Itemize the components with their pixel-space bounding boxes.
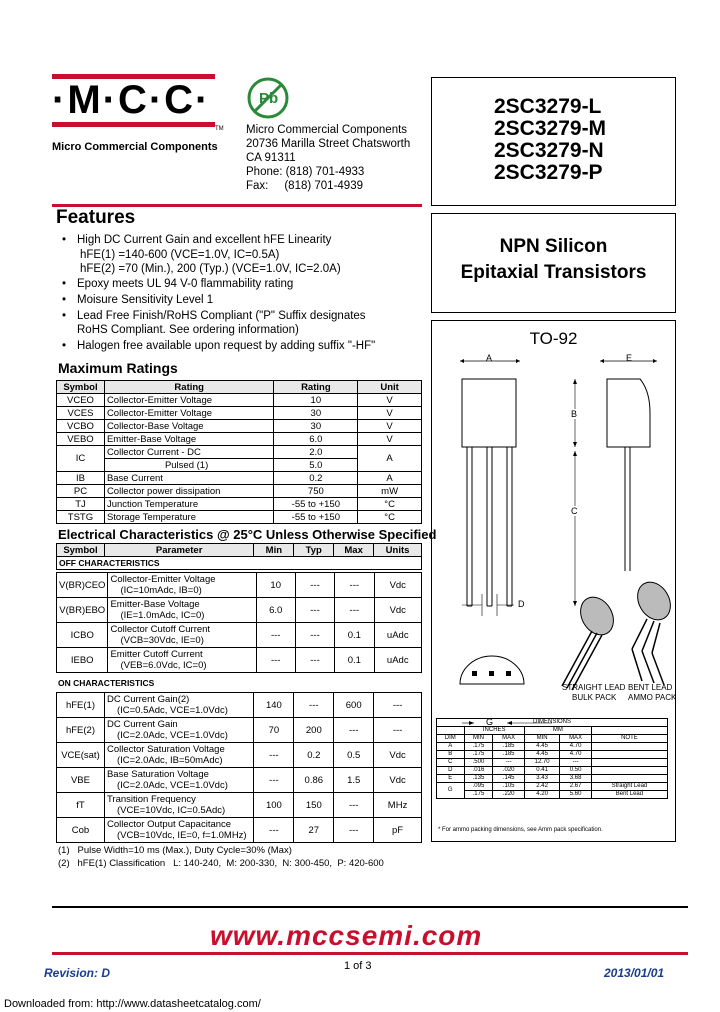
part-number-1: 2SC3279-L [494, 95, 602, 118]
elec-on-table [56, 692, 422, 843]
elec-heading: Electrical Characteristics @ 25°C Unless Otherwise Specified [58, 527, 437, 542]
cell: .220 [493, 791, 525, 799]
dim-label-g: G [486, 717, 494, 727]
cell: G [437, 783, 465, 799]
footer-url: www.mccsemi.com [210, 920, 483, 951]
cell: --- [294, 693, 334, 718]
footer-date: 2013/01/01 [604, 966, 665, 980]
table-row [437, 743, 668, 751]
param-name: Emitter Cutoff Current [110, 649, 203, 660]
table-row [57, 573, 422, 598]
feature-item-7: RoHS Compliant. See ordering information) [77, 324, 299, 336]
cell: 0.2 [294, 743, 334, 768]
cell: .020 [493, 767, 525, 775]
cell: Vdc [374, 598, 421, 623]
cell: --- [560, 759, 592, 767]
cell [104, 818, 254, 843]
device-title-line2: Epitaxial Transistors [460, 262, 647, 283]
cell: E [437, 775, 465, 783]
cell: VEBO [57, 433, 105, 446]
cell: Collector power dissipation [104, 485, 274, 498]
cell [104, 743, 254, 768]
feature-item-1: High DC Current Gain and excellent hFE Linearity [77, 234, 332, 246]
dim-footnote: * For ammo packing dimensions, see Amm pack specification. [438, 827, 603, 833]
cell: 750 [274, 485, 358, 498]
cell: TSTG [57, 511, 105, 524]
off-characteristics-label: OFF CHARACTERISTICS [57, 557, 422, 570]
cell: TJ [57, 498, 105, 511]
cell [437, 727, 465, 735]
table-row [57, 446, 422, 459]
pb-free-icon [246, 76, 290, 120]
cell: uAdc [374, 648, 421, 673]
cell: 12.70 [524, 759, 559, 767]
dimensions-table [436, 718, 668, 799]
cell: A [437, 743, 465, 751]
cell: mW [358, 485, 422, 498]
feature-item-4: Epoxy meets UL 94 V-0 flammability rating [77, 278, 294, 290]
cell: Collector-Emitter Voltage [104, 394, 274, 407]
table-row [57, 498, 422, 511]
param-name: Collector Saturation Voltage [106, 744, 225, 755]
cell: .175 [464, 791, 493, 799]
param-name: Collector-Emitter Voltage [110, 574, 216, 585]
on-characteristics-label: ON CHARACTERISTICS [58, 678, 155, 688]
cell: 200 [294, 718, 334, 743]
param-cond: (IC=0.5Adc, VCE=1.0Vdc) [116, 705, 228, 716]
cell: V [358, 433, 422, 446]
cell: Collector-Emitter Voltage [104, 407, 274, 420]
cell: 1.5 [334, 768, 374, 793]
cell: 2.0 [274, 446, 358, 459]
cell: Collector Current - DC [104, 446, 274, 459]
param-name: DC Current Gain [106, 719, 178, 730]
logo-text: ·M·C·C· [52, 78, 211, 122]
bulk-pack-label: BULK PACK [572, 693, 617, 702]
param-name: Collector Cutoff Current [110, 624, 211, 635]
cell: VCBO [57, 420, 105, 433]
cell: MAX [493, 735, 525, 743]
param-name: Transition Frequency [106, 794, 196, 805]
table-row [437, 751, 668, 759]
cell: uAdc [374, 623, 421, 648]
part-number-2: 2SC3279-M [494, 117, 607, 140]
cell: --- [254, 743, 294, 768]
cell: 2.42 [524, 783, 559, 791]
cell: fT [57, 793, 105, 818]
dim-group-inches: INCHES [464, 727, 524, 735]
cell: Base Current [104, 472, 274, 485]
elec-table [56, 543, 422, 570]
footer-page: 1 of 3 [344, 960, 372, 972]
param-cond: (VCE=10Vdc, IC=0.5Adc) [116, 805, 226, 816]
cell: Cob [57, 818, 105, 843]
feature-item-8: Halogen free available upon request by adding suffix "-HF" [77, 340, 376, 352]
cell: --- [295, 623, 334, 648]
param-name: Emitter-Base Voltage [110, 599, 200, 610]
cell [591, 751, 667, 759]
cell: .105 [493, 783, 525, 791]
device-title-line1: NPN Silicon [499, 236, 608, 257]
cell: 10 [274, 394, 358, 407]
dim-label-e: E [626, 353, 633, 363]
dim-label-b: B [571, 409, 578, 419]
cell [104, 793, 254, 818]
cell: DIM [437, 735, 465, 743]
table-row [57, 472, 422, 485]
feature-bullet-6: • [62, 310, 67, 322]
dim-title-row [437, 719, 668, 727]
cell: Vdc [374, 768, 422, 793]
table-row [57, 743, 422, 768]
cell: 10 [256, 573, 295, 598]
cell [108, 598, 256, 623]
cell: 3.68 [560, 775, 592, 783]
cell: MHz [374, 793, 422, 818]
cell: Vdc [374, 573, 421, 598]
cell: C [437, 759, 465, 767]
max-ratings-header-row [57, 381, 422, 394]
cell: A [358, 472, 422, 485]
cell [591, 775, 667, 783]
table-row [437, 759, 668, 767]
cell: .500 [464, 759, 493, 767]
cell: .095 [464, 783, 493, 791]
dim-label-d: D [518, 599, 525, 609]
cell: 5.0 [274, 459, 358, 472]
cell: 0.5 [334, 743, 374, 768]
cell: VBE [57, 768, 105, 793]
cell: Storage Temperature [104, 511, 274, 524]
cell: 0.1 [335, 648, 374, 673]
cell: 4.70 [560, 743, 592, 751]
cell: MIN [524, 735, 559, 743]
cell: --- [254, 768, 294, 793]
cell: --- [374, 718, 422, 743]
address-fax: Fax: (818) 701-4939 [246, 180, 363, 192]
table-row [57, 648, 422, 673]
cell: pF [374, 818, 422, 843]
dim-label-c: C [571, 506, 578, 516]
param-name: Collector Output Capacitance [106, 819, 232, 830]
features-heading: Features [56, 207, 136, 228]
cell: .185 [493, 743, 525, 751]
cell: 150 [294, 793, 334, 818]
cell: Straight Lead [591, 783, 667, 791]
cell: --- [256, 648, 295, 673]
cell: 30 [274, 420, 358, 433]
cell: Pulsed (1) [104, 459, 274, 472]
logo-subtitle: Micro Commercial Components [52, 141, 218, 153]
ammo-pack-label: AMMO PACK [628, 693, 677, 702]
param-cond: (VCB=30Vdc, IE=0) [120, 635, 204, 646]
col-unit: Unit [358, 381, 422, 394]
cell: --- [374, 693, 422, 718]
cell: V(BR)CEO [57, 573, 108, 598]
param-cond: (IC=2.0Adc, VCE=1.0Vdc) [116, 730, 228, 741]
cell: 0.86 [294, 768, 334, 793]
part-number-4: 2SC3279-P [494, 161, 603, 184]
cell: 100 [254, 793, 294, 818]
cell: .135 [464, 775, 493, 783]
cell: --- [335, 573, 374, 598]
dim-label-a: A [486, 353, 493, 363]
cell [108, 623, 256, 648]
cell: Bent Lead [591, 791, 667, 799]
feature-item-2: hFE(1) =140-600 (VCE=1.0V, IC=0.5A) [80, 249, 280, 261]
cell: 0.50 [560, 767, 592, 775]
cell: 4.45 [524, 743, 559, 751]
feature-item-3: hFE(2) =70 (Min.), 200 (Typ.) (VCE=1.0V, IC=2.0A) [80, 263, 341, 275]
cell: 2.67 [560, 783, 592, 791]
cell: --- [295, 573, 334, 598]
dim-group-mm: MM [524, 727, 591, 735]
straight-lead-label: STRAIGHT LEAD [562, 683, 626, 692]
cell [108, 648, 256, 673]
cell [591, 727, 667, 735]
cell: Vdc [374, 743, 422, 768]
col-units: Units [374, 544, 422, 557]
elec-off-table [56, 572, 422, 673]
table-row [57, 420, 422, 433]
cell: --- [256, 623, 295, 648]
logo-tm: TM [215, 126, 224, 132]
cell: .175 [464, 743, 493, 751]
cell: .185 [493, 751, 525, 759]
cell [591, 767, 667, 775]
part-number-3: 2SC3279-N [494, 139, 604, 162]
cell: --- [335, 598, 374, 623]
footer-rule-top [52, 906, 688, 908]
address-company: Micro Commercial Components [246, 124, 408, 136]
cell: V(BR)EBO [57, 598, 108, 623]
cell: D [437, 767, 465, 775]
cell: 5.60 [560, 791, 592, 799]
cell: --- [295, 598, 334, 623]
dim-group-row [437, 727, 668, 735]
table-row [57, 511, 422, 524]
cell: --- [334, 793, 374, 818]
cell: °C [358, 498, 422, 511]
table-row [437, 791, 668, 799]
table-row [57, 433, 422, 446]
note-2: (2) hFE(1) Classification L: 140-240, M: 200-330, N: 300-450, P: 420-600 [58, 858, 384, 869]
part-number-box [431, 77, 676, 206]
table-row [57, 818, 422, 843]
cell: MAX [560, 735, 592, 743]
table-row [57, 407, 422, 420]
cell: VCEO [57, 394, 105, 407]
cell: NOTE [591, 735, 667, 743]
param-cond: (IC=2.0Adc, VCE=1.0Vdc) [116, 780, 228, 791]
table-row [57, 598, 422, 623]
address-street: 20736 Marilla Street Chatsworth [246, 138, 411, 150]
cell: VCES [57, 407, 105, 420]
cell: hFE(1) [57, 693, 105, 718]
cell: 30 [274, 407, 358, 420]
cell: 4.20 [524, 791, 559, 799]
cell: .016 [464, 767, 493, 775]
cell: --- [295, 648, 334, 673]
bent-lead-label: BENT LEAD [628, 683, 673, 692]
cell: Junction Temperature [104, 498, 274, 511]
param-cond: (IC=2.0Adc, IB=50mAdc) [116, 755, 223, 766]
col-symbol: Symbol [57, 381, 105, 394]
table-row [57, 793, 422, 818]
logo-bottom-bar [52, 122, 215, 127]
feature-bullet-4: • [62, 278, 67, 290]
cell: .175 [464, 751, 493, 759]
footer-downloaded[interactable]: Downloaded from: http://www.datasheetcatalog.com/ [4, 998, 261, 1010]
cell: B [437, 751, 465, 759]
cell: IEBO [57, 648, 108, 673]
feature-bullet-8: • [62, 340, 67, 352]
table-row [437, 783, 668, 791]
dim-title: DIMENSIONS [437, 719, 668, 727]
feature-bullet-1: • [62, 234, 67, 246]
col-parameter: Parameter [104, 544, 253, 557]
table-row [57, 623, 422, 648]
cell: IB [57, 472, 105, 485]
cell: A [358, 446, 422, 472]
table-row [57, 718, 422, 743]
cell: 6.0 [274, 433, 358, 446]
elec-header-row [57, 544, 422, 557]
cell [104, 768, 254, 793]
param-cond: (IC=10mAdc, IB=0) [120, 585, 202, 596]
dim-header-row [437, 735, 668, 743]
cell [104, 693, 254, 718]
col-max: Max [334, 544, 374, 557]
param-name: Base Saturation Voltage [106, 769, 209, 780]
cell: Emitter-Base Voltage [104, 433, 274, 446]
cell: -55 to +150 [274, 498, 358, 511]
cell: .145 [493, 775, 525, 783]
param-cond: (VEB=6.0Vdc, IC=0) [120, 660, 207, 671]
cell: 600 [334, 693, 374, 718]
max-ratings-table [56, 380, 422, 524]
package-name: TO-92 [529, 329, 578, 348]
cell: 3.43 [524, 775, 559, 783]
cell: V [358, 394, 422, 407]
cell: PC [57, 485, 105, 498]
cell: ICBO [57, 623, 108, 648]
max-ratings-heading: Maximum Ratings [58, 360, 178, 376]
table-row [57, 768, 422, 793]
feature-bullet-5: • [62, 294, 67, 306]
cell: °C [358, 511, 422, 524]
cell: V [358, 420, 422, 433]
cell: 6.0 [256, 598, 295, 623]
cell: --- [493, 759, 525, 767]
cell: 4.70 [560, 751, 592, 759]
address-state: CA 91311 [246, 152, 296, 164]
col-symbol: Symbol [57, 544, 105, 557]
section-row [57, 557, 422, 570]
cell: 70 [254, 718, 294, 743]
cell: -55 to +150 [274, 511, 358, 524]
cell: 140 [254, 693, 294, 718]
col-rating-value: Rating [274, 381, 358, 394]
cell: --- [254, 818, 294, 843]
feature-item-5: Moisure Sensitivity Level 1 [77, 294, 214, 306]
param-cond: (VCB=10Vdc, IE=0, f=1.0MHz) [116, 830, 247, 841]
cell: 27 [294, 818, 334, 843]
cell [591, 759, 667, 767]
pb-badge-text: Pb [259, 90, 279, 107]
cell: 0.2 [274, 472, 358, 485]
cell: hFE(2) [57, 718, 105, 743]
cell: 0.1 [335, 623, 374, 648]
cell: Collector-Base Voltage [104, 420, 274, 433]
table-row [57, 693, 422, 718]
cell: IC [57, 446, 105, 472]
table-row [437, 775, 668, 783]
cell: --- [334, 718, 374, 743]
table-row [437, 767, 668, 775]
cell: --- [334, 818, 374, 843]
cell [591, 743, 667, 751]
note-1: (1) Pulse Width=10 ms (Max.), Duty Cycle=30% (Max) [58, 845, 292, 856]
col-min: Min [254, 544, 294, 557]
footer-revision: Revision: D [44, 966, 111, 980]
cell [104, 718, 254, 743]
table-row [57, 394, 422, 407]
cell: MIN [464, 735, 493, 743]
param-cond: (IE=1.0mAdc, IC=0) [120, 610, 205, 621]
col-rating-name: Rating [104, 381, 274, 394]
feature-item-6: Lead Free Finish/RoHS Compliant ("P" Suffix designates [77, 310, 366, 322]
cell: 4.45 [524, 751, 559, 759]
device-title-box [431, 213, 676, 313]
cell [108, 573, 256, 598]
address-phone: Phone: (818) 701-4933 [246, 166, 365, 178]
package-box [431, 320, 676, 842]
cell: V [358, 407, 422, 420]
table-row [57, 485, 422, 498]
cell: 0.41 [524, 767, 559, 775]
footer-red-bar [52, 952, 688, 955]
col-typ: Typ [294, 544, 334, 557]
cell: VCE(sat) [57, 743, 105, 768]
param-name: DC Current Gain(2) [106, 694, 190, 705]
